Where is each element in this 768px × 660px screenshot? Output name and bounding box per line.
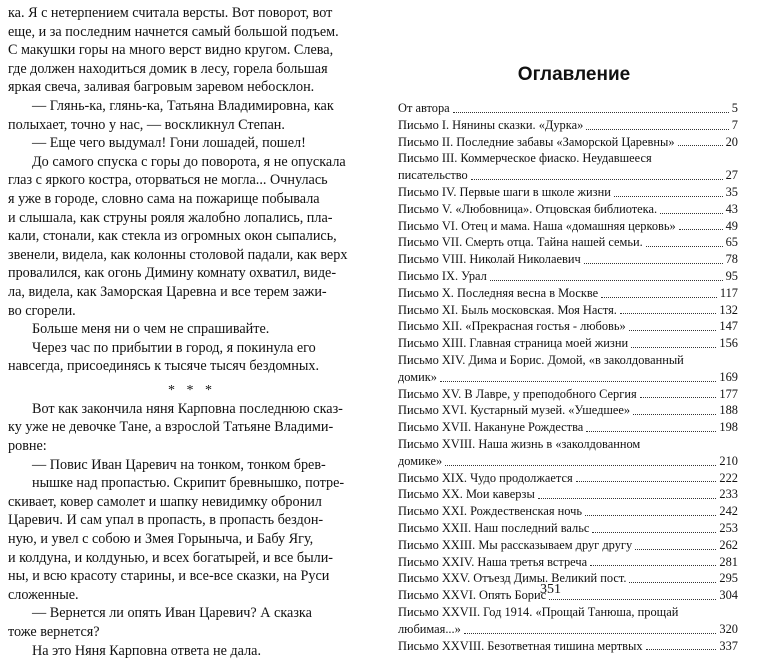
toc-entry <box>398 638 738 655</box>
toc-leader-dots <box>576 481 717 482</box>
toc-entry <box>398 419 738 436</box>
toc-leader-dots <box>538 498 717 499</box>
page-number: 351 <box>540 582 561 597</box>
toc-entry-title: Письмо XVI. Кустарный музей. «Ушедшее» <box>398 403 631 418</box>
toc-entry <box>398 285 738 302</box>
toc-entry-page: 65 <box>725 235 738 250</box>
text-line: С макушки горы на много верст видно кругом. Слева, <box>8 42 334 59</box>
toc-leader-dots <box>629 330 717 331</box>
toc-leader-dots <box>633 414 716 415</box>
text-line: — Глянь-ка, глянь-ка, Татьяна Владимировна, как <box>32 97 334 114</box>
toc-entry-page: 253 <box>719 520 738 535</box>
toc-entry <box>398 570 738 587</box>
text-line: еще, и за последним начнется самый большой подъем. <box>8 23 339 40</box>
toc-entry <box>398 453 738 470</box>
toc-leader-dots <box>631 347 716 348</box>
toc-entry <box>398 201 738 218</box>
toc-entry-page: 5 <box>731 101 738 115</box>
toc-entry-page: 20 <box>725 134 738 149</box>
toc-entry-title: Письмо XI. Быль московская. Моя Настя. <box>398 302 617 317</box>
toc-entry-page: 49 <box>725 218 738 233</box>
toc-entry <box>398 537 738 554</box>
text-line: На это Няня Карповна ответа не дала. <box>32 642 261 659</box>
toc-entry-title: домике» <box>398 453 443 468</box>
toc-entry <box>398 520 738 537</box>
toc-entry-title: Письмо XXVIII. Безответная тишина мертвых <box>398 638 643 653</box>
toc-entry-title: Письмо XIII. Главная страница моей жизни <box>398 336 629 351</box>
toc-entry-page: 43 <box>725 201 738 216</box>
toc-entry-page: 147 <box>719 319 738 334</box>
toc-entry-title: Письмо XXVI. Опять Борис <box>398 588 547 603</box>
toc-entry-page: 262 <box>719 537 738 552</box>
toc-entry-title: Письмо III. Коммерческое фиаско. Неудавшееся <box>398 151 652 166</box>
toc-entry <box>398 218 738 235</box>
text-line: — Повис Иван Царевич на тонком, тонком брев- <box>32 456 326 473</box>
toc-leader-dots <box>585 515 716 516</box>
text-line: и слышала, как струны рояля жалобно лопались, пла- <box>8 209 333 226</box>
toc-leader-dots <box>584 263 723 264</box>
toc-entry-page: 281 <box>719 554 738 569</box>
toc-entry-page: 27 <box>725 168 738 183</box>
toc-leader-dots <box>471 179 723 180</box>
toc-entry <box>398 352 738 369</box>
toc-entry-title: Письмо X. Последняя весна в Москве <box>398 285 599 300</box>
toc-entry-title: Письмо IX. Урал <box>398 268 487 283</box>
toc-entry-title: Письмо XXI. Рождественская ночь <box>398 504 583 519</box>
toc-entry <box>398 251 738 268</box>
toc-entry <box>398 318 738 335</box>
toc-leader-dots <box>490 280 723 281</box>
text-line: во сгорели. <box>8 302 76 319</box>
toc-entry-title: Письмо V. «Любовница». Отцовская библиотека. <box>398 201 658 216</box>
toc-entry-page: 233 <box>719 487 738 502</box>
toc-leader-dots <box>592 532 716 533</box>
toc-entry <box>398 470 738 487</box>
right-page-toc <box>398 0 738 654</box>
toc-entry <box>398 604 738 621</box>
toc-entry-title: Письмо IV. Первые шаги в школе жизни <box>398 184 611 199</box>
toc-entry-title: Письмо XXIII. Мы рассказываем друг другу <box>398 537 633 552</box>
toc-entry-page: 95 <box>725 268 738 283</box>
toc-entry <box>398 369 738 386</box>
toc-entry-title: Письмо XXVII. Год 1914. «Прощай Танюша, прощай <box>398 604 679 619</box>
toc-entry-title: любимая...» <box>398 621 461 636</box>
text-line: Царевич. И сам упал в пропасть, в пропасть бездон- <box>8 512 324 529</box>
toc-entry <box>398 503 738 520</box>
toc-entry-page: 337 <box>719 638 738 653</box>
toc-entry <box>398 134 738 151</box>
toc-leader-dots <box>590 565 716 566</box>
toc-entry-title: Письмо VII. Смерть отца. Тайна нашей семьи. <box>398 235 643 250</box>
toc-list <box>398 100 738 654</box>
text-line: ровне: <box>8 438 47 455</box>
toc-entry-title: Письмо I. Нянины сказки. «Дурка» <box>398 117 584 132</box>
text-line: ную, и увел с собою и Змея Горыныча, и Бабу Ягу, <box>8 531 314 548</box>
toc-entry-page: 295 <box>719 571 738 586</box>
toc-leader-dots <box>586 431 716 432</box>
toc-entry-page: 210 <box>719 453 738 468</box>
left-page-text <box>8 4 376 660</box>
text-line: скивает, ковер самолет и шапку невидимку обронил <box>8 493 322 510</box>
toc-entry-page: 177 <box>719 386 738 401</box>
text-line: навсегда, присоединясь к тысяче тысяч бездомных. <box>8 358 320 375</box>
toc-leader-dots <box>678 145 723 146</box>
text-line: провалился, как огонь Димину комнату охватил, виде- <box>8 265 337 282</box>
toc-entry <box>398 386 738 403</box>
toc-leader-dots <box>440 381 716 382</box>
toc-entry <box>398 486 738 503</box>
text-line: ны, и всю красоту старины, и все-все сказки, на Руси <box>8 568 330 585</box>
toc-leader-dots <box>601 297 717 298</box>
toc-entry <box>398 268 738 285</box>
toc-leader-dots <box>445 465 716 466</box>
text-line: полыхает, точно у нас, — воскликнул Степан. <box>8 116 285 133</box>
toc-entry <box>398 100 738 117</box>
toc-entry-title: Письмо XII. «Прекрасная гостья - любовь» <box>398 319 626 334</box>
text-line: кали, стонали, как стекла из огромных окон сыпались, <box>8 228 337 245</box>
text-line: сложенные. <box>8 586 79 603</box>
text-line: тоже вернется? <box>8 624 100 640</box>
toc-leader-dots <box>464 633 717 634</box>
toc-entry-page: 320 <box>719 621 738 636</box>
text-line: яркая свеча, заливая багровым заревом небосклон. <box>8 79 315 96</box>
toc-entry-page: 242 <box>719 504 738 519</box>
toc-entry <box>398 302 738 319</box>
toc-entry-title: Письмо VIII. Николай Николаевич <box>398 252 581 267</box>
toc-leader-dots <box>635 549 716 550</box>
toc-entry-page: 188 <box>719 403 738 418</box>
toc-entry-page: 169 <box>719 369 738 384</box>
toc-entry-page: 35 <box>725 184 738 199</box>
toc-entry-page: 117 <box>719 285 738 300</box>
toc-entry-title: Письмо XIX. Чудо продолжается <box>398 470 573 485</box>
toc-entry-page: 222 <box>719 470 738 485</box>
toc-leader-dots <box>629 582 716 583</box>
toc-entry <box>398 167 738 184</box>
text-line: — Еще чего выдумал! Гони лошадей, пошел! <box>32 135 306 152</box>
toc-leader-dots <box>586 129 729 130</box>
text-line: — Вернется ли опять Иван Царевич? А сказка <box>32 605 312 622</box>
toc-entry <box>398 184 738 201</box>
toc-entry-title: Письмо XVIII. Наша жизнь в «заколдованном <box>398 436 641 451</box>
text-line: где должен находиться домик в лесу, горела большая <box>8 60 328 77</box>
text-line: ку уже не девочке Тане, а взрослой Татьяне Владими- <box>8 419 334 436</box>
toc-entry-title: Письмо XX. Мои каверзы <box>398 487 535 502</box>
toc-entry-title: От автора <box>398 101 450 115</box>
toc-entry <box>398 335 738 352</box>
toc-leader-dots <box>614 196 723 197</box>
toc-entry-title: писательство <box>398 168 468 183</box>
toc-entry-title: Письмо XVII. Накануне Рождества <box>398 420 584 435</box>
toc-entry-title: домик» <box>398 369 437 384</box>
toc-entry-page: 156 <box>719 336 738 351</box>
toc-entry <box>398 436 738 453</box>
toc-entry-page: 132 <box>719 302 738 317</box>
toc-leader-dots <box>646 649 717 650</box>
text-line: До самого спуска с горы до поворота, я не опускала <box>32 153 346 170</box>
toc-leader-dots <box>646 246 723 247</box>
text-line: я уже в городе, словно сама на пожарище побывала <box>8 190 320 207</box>
toc-entry <box>398 554 738 571</box>
toc-title: Оглавление <box>517 64 631 85</box>
section-divider: * * * <box>168 382 216 398</box>
text-line: и колдуна, и колдунью, и всех богатырей, и все были- <box>8 549 334 566</box>
text-line: нышке над пропастью. Скрипит бревнышко, потре- <box>32 475 345 492</box>
toc-leader-dots <box>640 397 717 398</box>
toc-entry-page: 7 <box>731 117 738 132</box>
text-line: звенели, видела, как колонны столовой падали, как верх <box>8 246 348 263</box>
toc-entry-title: Письмо XXII. Наш последний вальс <box>398 520 590 535</box>
toc-entry-title: Письмо XXIV. Наша третья встреча <box>398 554 588 569</box>
toc-leader-dots <box>549 599 716 600</box>
toc-entry-title: Письмо XIV. Дима и Борис. Домой, «в заколдованный <box>398 352 684 367</box>
toc-leader-dots <box>660 213 722 214</box>
text-line: глаз с яркого костра, оторваться не могла... Очнулась <box>8 172 328 189</box>
toc-entry-title: Письмо VI. Отец и мама. Наша «домашняя церковь» <box>398 218 676 233</box>
toc-leader-dots <box>620 313 717 314</box>
toc-entry-title: Письмо XV. В Лавре, у преподобного Сергия <box>398 386 637 401</box>
toc-entry <box>398 402 738 419</box>
toc-entry <box>398 621 738 638</box>
toc-leader-dots <box>679 229 723 230</box>
toc-entry-page: 198 <box>719 420 738 435</box>
toc-entry-title: Письмо XXV. Отъезд Димы. Великий пост. <box>398 571 627 586</box>
toc-entry-page: 304 <box>719 588 738 603</box>
text-line: ка. Я с нетерпением считала версты. Вот поворот, вот <box>8 5 333 21</box>
toc-entry <box>398 587 738 604</box>
toc-entry <box>398 150 738 167</box>
toc-entry-title: Письмо II. Последние забавы «Заморской Царевны» <box>398 134 675 149</box>
text-line: Больше меня ни о чем не спрашивайте. <box>32 321 270 338</box>
toc-entry-page: 78 <box>725 252 738 267</box>
text-line: ла, видела, как Заморская Царевна и все терем зажи- <box>8 283 327 300</box>
toc-entry <box>398 117 738 134</box>
text-line: Вот как закончила няня Карповна последнюю сказ- <box>32 400 343 417</box>
toc-entry <box>398 234 738 251</box>
toc-leader-dots <box>453 112 729 113</box>
text-line: Через час по прибытии в город, я покинула его <box>32 339 316 356</box>
